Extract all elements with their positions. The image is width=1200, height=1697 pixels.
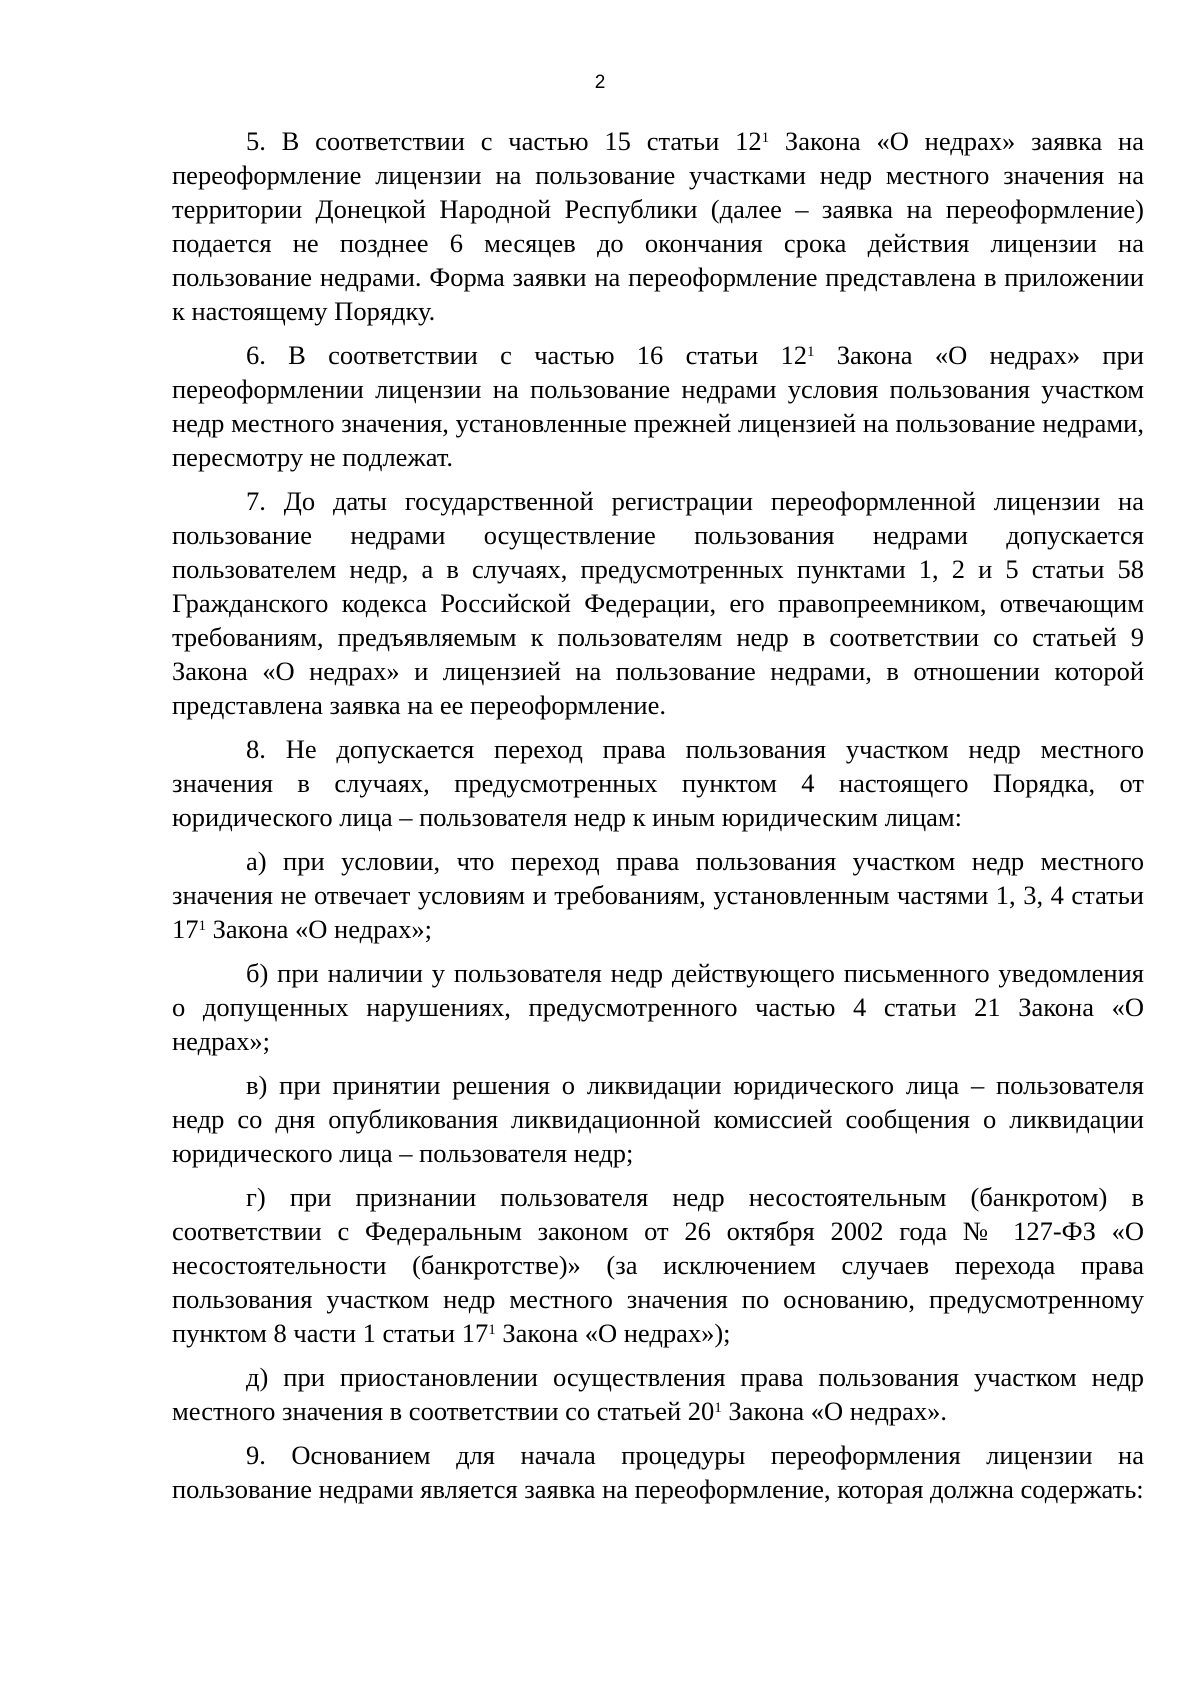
paragraph-7: 7. До даты государственной регистрации переоформленной лицензии на пользование недрами осуществление пользования недрами допускается пользователем недр, а в случаях, предусмотренных пунктами 1, 2 и 5 статьи 58 Гражданского кодекса Российской Федерации, его правопреемником, отвечающим требованиям, предъявляемым к пользователям недр в соответствии со статьей 9 Закона «О недрах» и лицензией на пользование недрами, в отношении которой представлена заявка на ее переоформление.: [172, 486, 1144, 720]
page-number: 2: [594, 72, 606, 93]
superscript-index: 1: [806, 343, 815, 360]
superscript-index: 1: [761, 129, 770, 146]
superscript-index: 1: [488, 1321, 496, 1338]
document-body: [172, 124, 1144, 1516]
paragraph-6: 6. В соответствии с частью 16 статьи $12^1$ Закона «О недрах» при переоформлении лицензии на пользование недрами условия пользования участком недр местного значения, установленные прежней лицензией на пользование недрами, пересмотру не подлежат.: [172, 340, 1144, 472]
paragraph-8-v: в) при принятии решения о ликвидации юридического лица – пользователя недр со дня опубликования ликвидационной комиссией сообщения о ликвидации юридического лица – пользователя недр;: [172, 1070, 1144, 1168]
superscript-index: 1: [714, 1399, 722, 1416]
paragraph-9: 9. Основанием для начала процедуры переоформления лицензии на пользование недрами является заявка на переоформление, которая должна содержать:: [172, 1440, 1144, 1504]
paragraph-8-b: б) при наличии у пользователя недр действующего письменного уведомления о допущенных нарушениях, предусмотренного частью 4 статьи 21 Закона «О недрах»;: [172, 958, 1144, 1056]
paragraph-5: 5. В соответствии с частью 15 статьи $12^1$ Закона «О недрах» заявка на переоформление лицензии на пользование участками недр местного значения на территории Донецкой Народной Республики (далее – заявка на переоформление) подается не позднее 6 месяцев до окончания срока действия лицензии на пользование недрами. Форма заявки на переоформление представлена в приложении к настоящему Порядку.: [172, 126, 1144, 326]
superscript-index: 1: [198, 917, 206, 934]
paragraph-8-a: а) при условии, что переход права пользования участком недр местного значения не отвечает условиям и требованиям, установленным частями 1, 3, 4 статьи $17^1$ Закона «О недрах»;: [172, 846, 1144, 944]
paragraph-8-g: г) при признании пользователя недр несостоятельным (банкротом) в соответствии с Федеральным законом от 26 октября 2002 года № 127-ФЗ «О несостоятельности (банкротстве)» (за исключением случаев перехода права пользования участком недр местного значения по основанию, предусмотренному пунктом 8 части 1 статьи $17^1$ Закона «О недрах»);: [172, 1182, 1144, 1348]
paragraph-8: 8. Не допускается переход права пользования участком недр местного значения в случаях, предусмотренных пунктом 4 настоящего Порядка, от юридического лица – пользователя недр к иным юридическим лицам:: [172, 734, 1144, 832]
paragraph-8-d: д) при приостановлении осуществления права пользования участком недр местного значения в соответствии со статьей $20^1$ Закона «О недрах».: [172, 1362, 1144, 1426]
